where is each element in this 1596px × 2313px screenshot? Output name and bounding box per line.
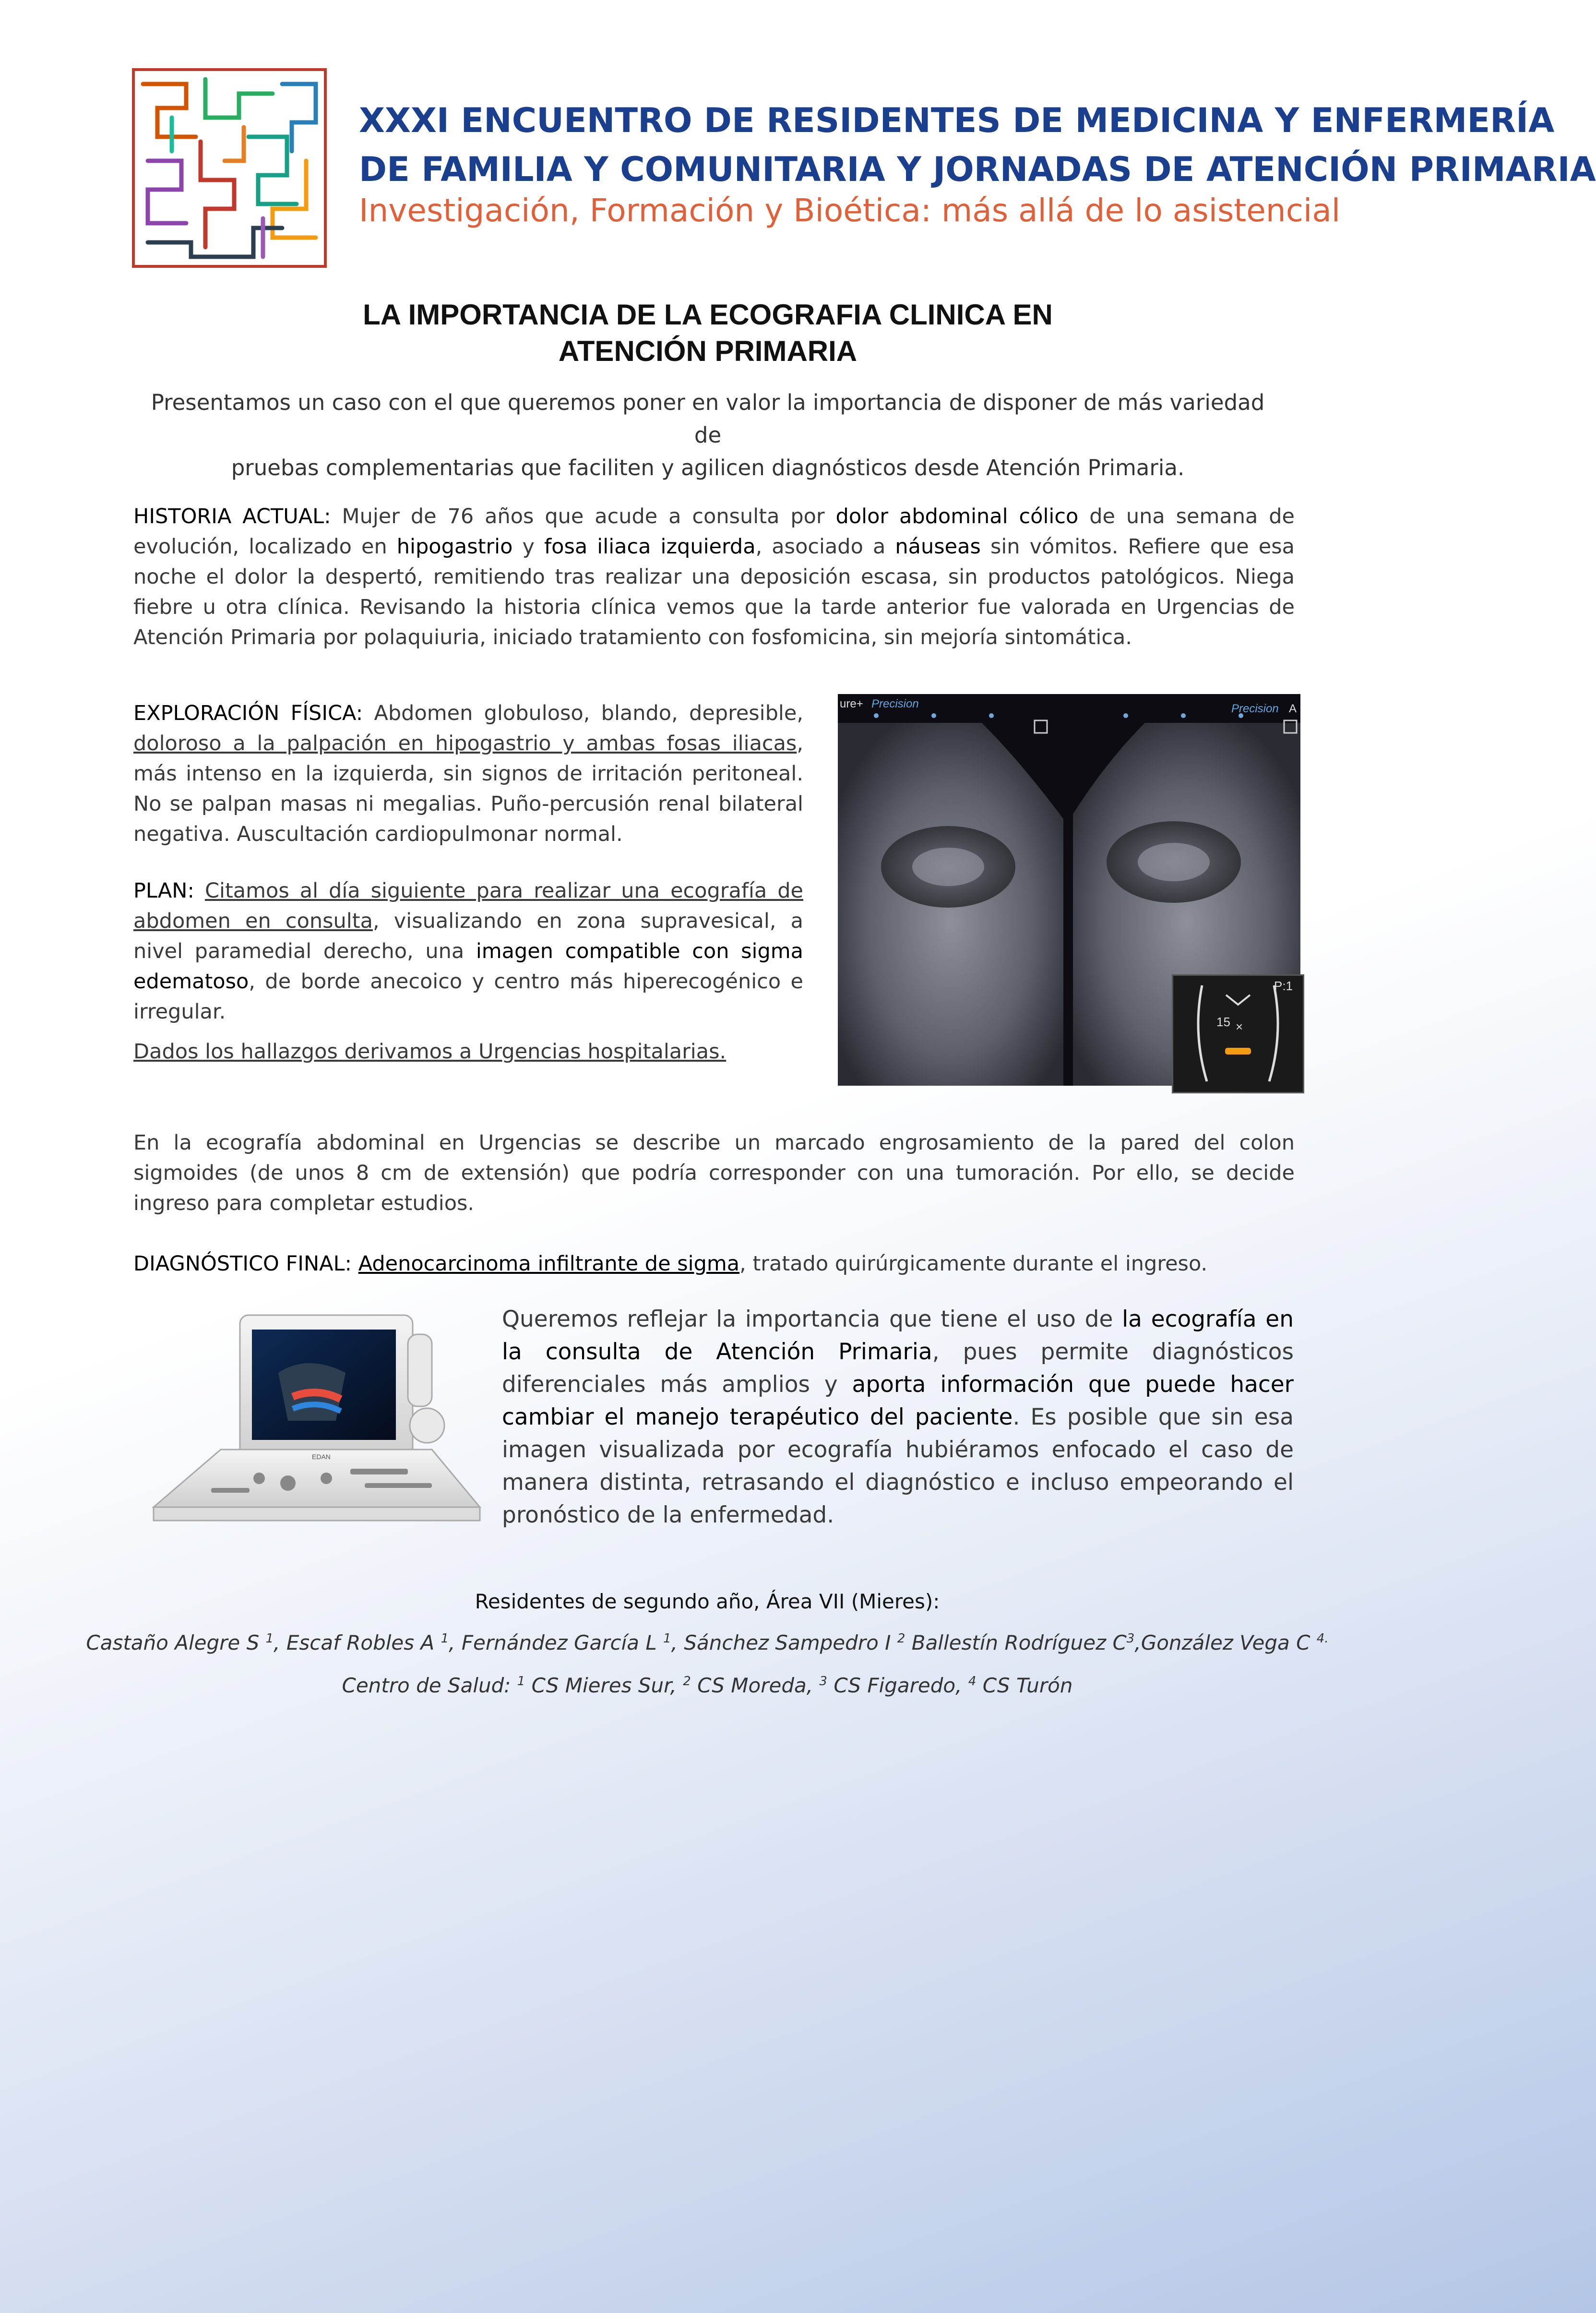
- poster-title-line1: LA IMPORTANCIA DE LA ECOGRAFIA CLINICA EN: [363, 299, 1053, 331]
- historia-keyword: náuseas: [895, 535, 981, 559]
- inset-depth: 15: [1216, 1015, 1230, 1029]
- congress-title-line1: XXXI ENCUENTRO DE RESIDENTES DE MEDICINA Y ENFERMERÍA: [359, 101, 1555, 140]
- author: Ballestín Rodríguez C: [905, 1631, 1127, 1654]
- author-affiliation: 1: [265, 1631, 274, 1646]
- center-index: 2: [683, 1674, 691, 1689]
- intro-line1: Presentamos un caso con el que queremos poner en valor la importancia de disponer de más variedad de: [151, 390, 1265, 448]
- congress-subtitle: Investigación, Formación y Bioética: más allá de lo asistencial: [359, 192, 1341, 229]
- author: , Escaf Robles A: [274, 1631, 441, 1654]
- intro-paragraph: [134, 386, 1281, 484]
- plan-keyword: imagen compatible con sigma edematoso: [133, 939, 803, 994]
- author-affiliation: 1: [663, 1631, 671, 1646]
- poster-title: [192, 297, 1224, 370]
- diagnostico-label: DIAGNÓSTICO FINAL:: [133, 1252, 352, 1276]
- centers-label: Centro de Salud:: [342, 1674, 517, 1697]
- plan-label: PLAN:: [133, 879, 194, 903]
- urgencias-paragraph: En la ecografía abdominal en Urgencias se describe un marcado engrosamiento de la pared del colon sigmoides (de unos 8 cm de extensión) que podría corresponder con una tumoración. Por ello, se decide ingreso para completar estudios.: [133, 1131, 1295, 1215]
- historia-text: , asociado a: [755, 535, 895, 559]
- historia-text: de una semana de evolución, localizado en: [133, 504, 1295, 559]
- author-affiliation: 4.: [1316, 1631, 1329, 1646]
- conclusion-keyword: la ecografía en la consulta de Atención Primaria: [502, 1306, 1294, 1365]
- author-affiliation: 2: [897, 1631, 905, 1646]
- us-label-left: ure+: [840, 697, 863, 710]
- historia-label: HISTORIA ACTUAL:: [133, 504, 331, 528]
- health-centers-line: [0, 1674, 1415, 1697]
- center-index: 4: [968, 1674, 977, 1689]
- historia-text: y: [512, 535, 545, 559]
- author: Castaño Alegre S: [86, 1631, 266, 1654]
- congress-title-line2: DE FAMILIA Y COMUNITARIA Y JORNADAS DE ATENCIÓN PRIMARIA: [359, 150, 1596, 189]
- body-marker-icon: [1173, 976, 1303, 1092]
- historia-keyword: dolor abdominal cólico: [835, 504, 1079, 528]
- conclusion-keyword: aporta información que puede hacer cambiar el manejo terapéutico del paciente: [502, 1371, 1294, 1430]
- author: , Fernández García L: [449, 1631, 664, 1654]
- plan-paragraph: [133, 876, 803, 1027]
- historia-keyword: fosa iliaca izquierda: [544, 535, 756, 559]
- poster-title-line2: ATENCIÓN PRIMARIA: [558, 335, 858, 367]
- plan-underlined: Citamos al día siguiente para realizar una ecografía de abdomen en consulta: [133, 879, 804, 933]
- center-name: CS Turón: [976, 1674, 1073, 1697]
- center-index: 3: [819, 1674, 827, 1689]
- historia-text: Mujer de 76 años que acude a consulta por: [331, 504, 836, 528]
- ultrasound-device-image: [134, 1306, 499, 1546]
- inset-label: P:1: [1274, 979, 1293, 993]
- intro-line2: pruebas complementarias que faciliten y agilicen diagnósticos desde Atención Primaria.: [231, 455, 1185, 480]
- exploracion-label: EXPLORACIÓN FÍSICA:: [133, 701, 363, 725]
- author-affiliation: 1: [441, 1631, 449, 1646]
- plan-text: , de borde anecoico y centro más hiperecogénico e irregular.: [133, 970, 803, 1024]
- diagnostico-result: Adenocarcinoma infiltrante de sigma: [358, 1252, 740, 1276]
- conclusion-text: . Es posible que sin esa imagen visualizada por ecografía hubiéramos enfocado el caso de manera distinta, retrasando el diagnóstico e incluso empeorando el pronóstico de la enfermedad.: [502, 1404, 1294, 1528]
- historia-actual-paragraph: [133, 502, 1295, 653]
- historia-text: sin vómitos. Refiere que esa noche el dolor la despertó, remitiendo tras realizar una deposición escasa, sin productos patológicos. Niega fiebre u otra clínica. Revisando la historia clínica vemos que la tarde anterior fue valorada en Urgencias de Atención Primaria por polaquiuria, iniciado tratamiento con fosfomicina, sin mejoría sintomática.: [133, 535, 1295, 649]
- center-name: CS Mieres Sur,: [525, 1674, 683, 1697]
- derivation-note: Dados los hallazgos derivamos a Urgencias hospitalarias.: [133, 1040, 727, 1064]
- us-label-left2: Precision: [871, 697, 919, 710]
- author: , Sánchez Sampedro I: [671, 1631, 897, 1654]
- device-brand: EDAN: [312, 1453, 331, 1461]
- exploracion-text: Abdomen globuloso, blando, depresible,: [363, 701, 803, 725]
- ultrasound-body-marker: [1172, 974, 1304, 1093]
- diagnostico-space: [352, 1252, 358, 1276]
- plan-space: [194, 879, 205, 903]
- conclusion-text: Queremos reflejar la importancia que tiene el uso de: [502, 1306, 1122, 1332]
- authors-line: [0, 1631, 1415, 1654]
- exploracion-paragraph: [133, 698, 803, 850]
- center-name: CS Figaredo,: [827, 1674, 968, 1697]
- svg-text:×: ×: [1236, 1019, 1243, 1034]
- historia-keyword: hipogastrio: [396, 535, 513, 559]
- author: ,González Vega C: [1134, 1631, 1317, 1654]
- congress-logo: [129, 65, 330, 271]
- diagnostico-text: , tratado quirúrgicamente durante el ingreso.: [739, 1252, 1208, 1276]
- center-name: CS Moreda,: [691, 1674, 820, 1697]
- us-label-right: Precision: [1231, 702, 1279, 715]
- exploracion-text: , más intenso en la izquierda, sin signos de irritación peritoneal. No se palpan masas ni megalias. Puño-percusión renal bilateral negativa. Auscultación cardiopulmonar normal.: [133, 731, 803, 846]
- residents-heading: Residentes de segundo año, Área VII (Mieres):: [475, 1590, 940, 1613]
- us-label-right2: A: [1289, 702, 1297, 715]
- plan-text: , visualizando en zona supravesical, a nivel paramedial derecho, una: [133, 909, 804, 963]
- diagnostico-paragraph: [133, 1249, 1295, 1279]
- conclusion-text: , pues permite diagnósticos diferenciales más amplios y: [502, 1339, 1294, 1398]
- conclusion-paragraph: [502, 1303, 1294, 1532]
- author-affiliation: 3: [1126, 1631, 1135, 1646]
- center-index: 1: [517, 1674, 525, 1689]
- exploracion-underlined: doloroso a la palpación en hipogastrio y ambas fosas iliacas: [133, 731, 797, 755]
